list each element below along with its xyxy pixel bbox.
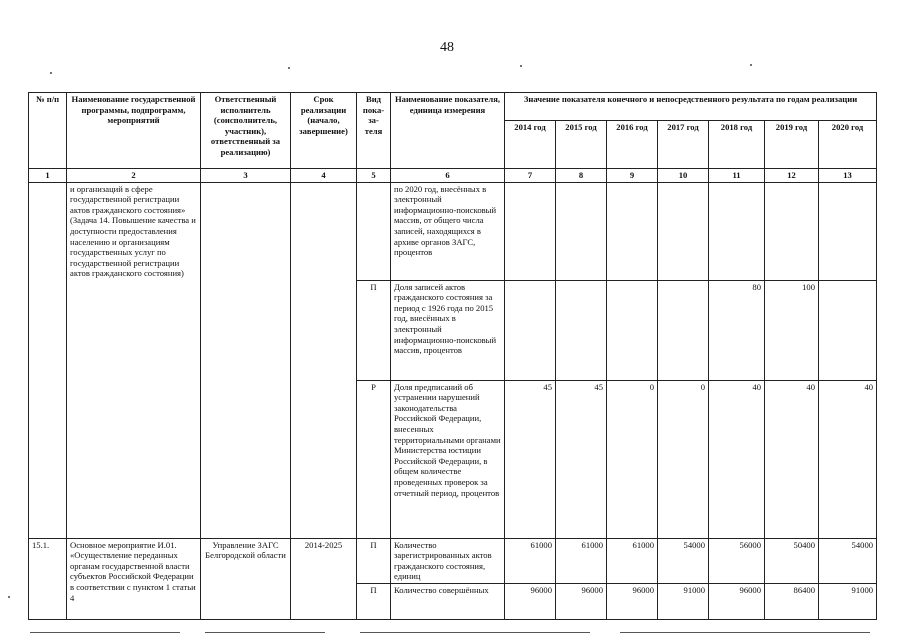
value-cell: 0 [658, 380, 709, 538]
value-cell [658, 280, 709, 380]
value-cell: 0 [607, 380, 658, 538]
executor-cell: Управление ЗАГС Белгородской области [201, 538, 291, 619]
header-executor: Ответственный исполнитель (соисполнитель, участник), ответственный за реализацию) [201, 93, 291, 169]
scan-speck [288, 67, 290, 69]
value-cell: 86400 [765, 583, 819, 619]
value-cell [819, 182, 877, 280]
scan-line [360, 632, 590, 633]
value-cell: 50400 [765, 538, 819, 583]
value-cell: 54000 [819, 538, 877, 583]
indicator-type: П [357, 538, 391, 583]
value-cell: 45 [556, 380, 607, 538]
column-number: 8 [556, 169, 607, 183]
value-cell: 96000 [556, 583, 607, 619]
value-cell [505, 280, 556, 380]
scan-speck [8, 596, 10, 598]
column-number: 13 [819, 169, 877, 183]
header-year: 2015 год [556, 121, 607, 169]
header-period: Срок реализации (начало, завершение) [291, 93, 357, 169]
column-number: 10 [658, 169, 709, 183]
header-row [29, 93, 877, 121]
scan-line [30, 632, 180, 633]
scan-line [205, 632, 325, 633]
value-cell: 61000 [607, 538, 658, 583]
header-values-group: Значение показателя конечного и непосредственного результата по годам реализации [505, 93, 877, 121]
column-number: 7 [505, 169, 556, 183]
value-cell: 40 [819, 380, 877, 538]
indicator-name: Доля предписаний об устранении нарушений законодательства Российской Федерации, внесенных территориальными органами Министерства юстиции Российской Федерации, в общем количестве проведенных проверок за отчетный период, процентов [391, 380, 505, 538]
header-year: 2016 год [607, 121, 658, 169]
column-number: 11 [709, 169, 765, 183]
table-row [29, 182, 877, 280]
value-cell: 100 [765, 280, 819, 380]
value-cell [709, 182, 765, 280]
scan-line [620, 632, 870, 633]
column-number: 9 [607, 169, 658, 183]
indicator-name: Количество зарегистрированных актов гражданского состояния, единиц [391, 538, 505, 583]
period-cell [291, 182, 357, 538]
scan-speck [750, 64, 752, 66]
header-year: 2017 год [658, 121, 709, 169]
column-number-row [29, 169, 877, 183]
value-cell: 96000 [505, 583, 556, 619]
value-cell: 45 [505, 380, 556, 538]
column-number: 3 [201, 169, 291, 183]
row-number-cell [29, 182, 67, 538]
value-cell [765, 182, 819, 280]
header-year: 2020 год [819, 121, 877, 169]
value-cell [607, 182, 658, 280]
scan-speck [520, 65, 522, 67]
value-cell: 96000 [709, 583, 765, 619]
indicator-type: Р [357, 380, 391, 538]
program-name-continued: и организаций в сфере государственной регистрации актов гражданского состояния» (Задача 14. Повышение качества и доступности предоставления населению и организациям государственных услуг по государственной регистрации актов гражданского состояния) [67, 182, 201, 538]
indicator-name: Доля записей актов гражданского состояния за период с 1926 года по 2015 год, внесённых в электронный информационно-поисковый массив, процентов [391, 280, 505, 380]
column-number: 12 [765, 169, 819, 183]
header-number: № п/п [29, 93, 67, 169]
header-indicator-name: Наименование показателя, единица измерения [391, 93, 505, 169]
value-cell: 61000 [556, 538, 607, 583]
value-cell: 91000 [819, 583, 877, 619]
row-number-cell: 15.1. [29, 538, 67, 619]
indicator-name: по 2020 год, внесённых в электронный информационно-поисковый массив, от общего числа записей, находящихся в архиве органов ЗАГС, процентов [391, 182, 505, 280]
value-cell: 54000 [658, 538, 709, 583]
value-cell [505, 182, 556, 280]
value-cell [658, 182, 709, 280]
column-number: 1 [29, 169, 67, 183]
value-cell: 56000 [709, 538, 765, 583]
value-cell: 80 [709, 280, 765, 380]
column-number: 2 [67, 169, 201, 183]
header-indicator-type: Вид пока-за-теля [357, 93, 391, 169]
header-year: 2018 год [709, 121, 765, 169]
value-cell [556, 182, 607, 280]
indicator-type: П [357, 583, 391, 619]
value-cell: 96000 [607, 583, 658, 619]
header-program-name: Наименование государственной программы, подпрограмм, мероприятий [67, 93, 201, 169]
header-year: 2019 год [765, 121, 819, 169]
column-number: 6 [391, 169, 505, 183]
value-cell: 40 [765, 380, 819, 538]
value-cell [819, 280, 877, 380]
value-cell: 61000 [505, 538, 556, 583]
scan-speck [50, 72, 52, 74]
indicator-name: Количество совершённых [391, 583, 505, 619]
program-indicators-table [28, 92, 877, 620]
page-number: 48 [440, 40, 454, 55]
column-number: 5 [357, 169, 391, 183]
executor-cell [201, 182, 291, 538]
indicator-type: П [357, 280, 391, 380]
period-cell: 2014-2025 [291, 538, 357, 619]
value-cell [607, 280, 658, 380]
value-cell: 40 [709, 380, 765, 538]
column-number: 4 [291, 169, 357, 183]
header-year: 2014 год [505, 121, 556, 169]
value-cell: 91000 [658, 583, 709, 619]
value-cell [556, 280, 607, 380]
table-row [29, 538, 877, 583]
indicator-type [357, 182, 391, 280]
program-name-cell: Основное мероприятие И.01. «Осуществление переданных органам государственной власти субъектов Российской Федерации в соответствии с пунктом 1 статьи 4 [67, 538, 201, 619]
